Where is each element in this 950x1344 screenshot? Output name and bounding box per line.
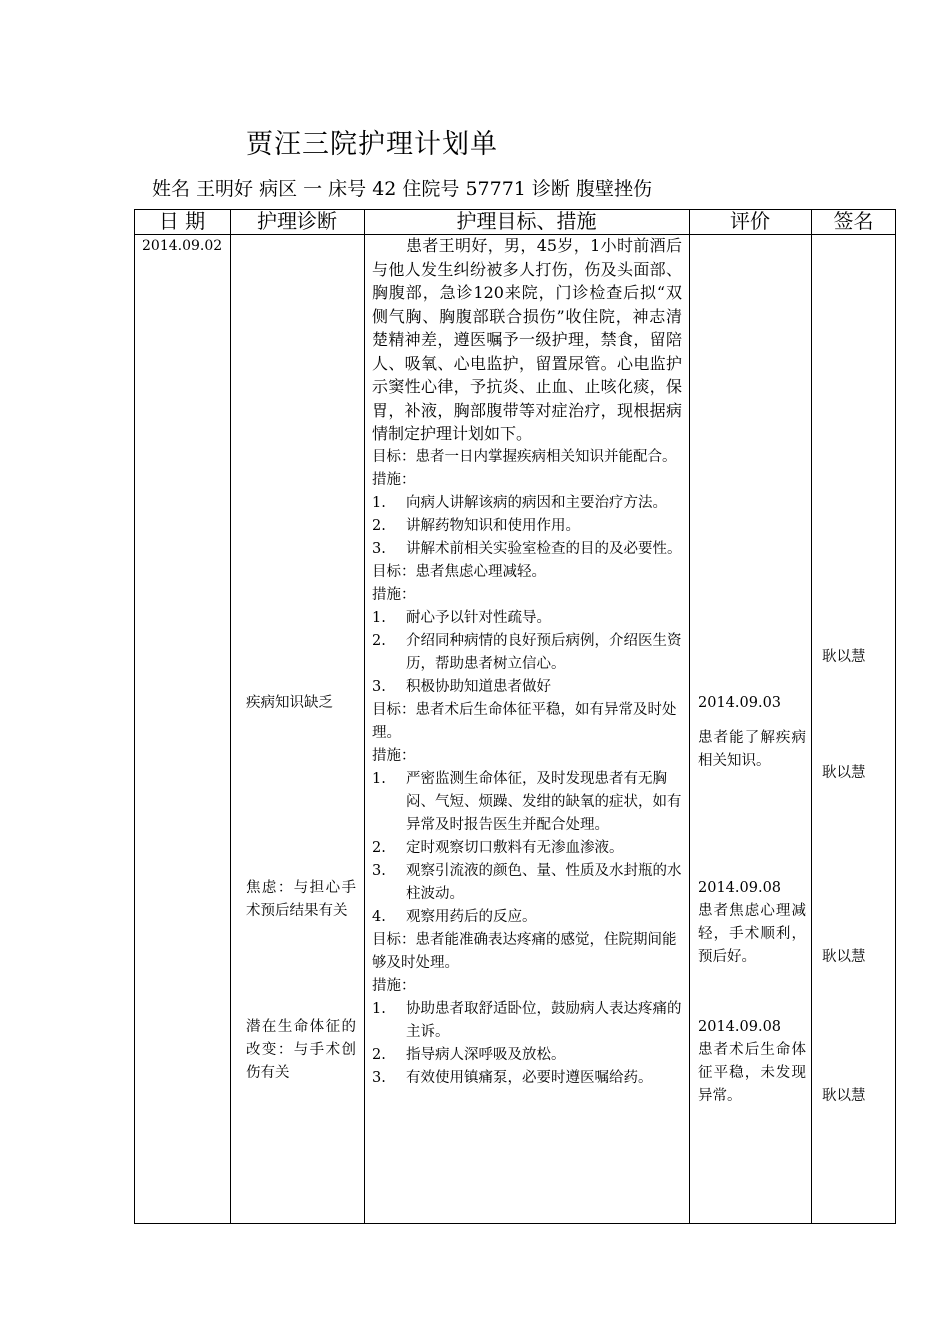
measure-item: 2. 定时观察切口敷料有无渗血渗液。: [372, 839, 624, 856]
plan-goal: 目标：患者术后生命体征平稳，如有异常及时处理。: [372, 701, 677, 741]
evaluation-date: 2014.09.08: [698, 880, 782, 896]
plan-2: [372, 561, 682, 699]
header-date: 日 期: [158, 209, 206, 233]
measure-item: 2. 介绍同种病情的良好预后病例，介绍医生资历，帮助患者树立信心。: [372, 632, 682, 672]
measure-item: 1. 协助患者取舒适卧位，鼓励病人表达疼痛的主诉。: [372, 1000, 682, 1040]
evaluation-text: 患者术后生命体征平稳，未发现异常。: [698, 1042, 806, 1104]
signature: 耿以慧: [822, 949, 866, 965]
measure-item: 2. 讲解药物知识和使用作用。: [372, 517, 580, 534]
plan-goal: 目标：患者能准确表达疼痛的感觉，住院期间能够及时处理。: [372, 931, 677, 971]
evaluation-text: 患者焦虑心理减轻，手术顺利，预后好。: [698, 903, 806, 965]
column-divider: [230, 209, 231, 1224]
plan-goal: 目标：患者焦虑心理减轻。: [372, 563, 546, 580]
column-divider: [689, 209, 690, 1224]
plan-measure-label: 措施：: [372, 747, 416, 764]
diagnosis-anxiety: 焦虑：与担心手术预后结果有关: [246, 880, 356, 919]
page-title: 贾汪三院护理计划单: [246, 129, 498, 160]
signature: 耿以慧: [822, 1088, 866, 1104]
header-goals-measures: 护理目标、措施: [456, 209, 597, 233]
patient-intro-paragraph: 患者王明好，男，45岁，1小时前酒后与他人发生纠纷被多人打伤，伤及头面部、胸腹部，急诊120来院，门诊检查后拟“双侧气胸、胸腹部联合损伤”收住院，神志清楚精神差，遵医嘱予一级护理，禁食，留陪人、吸氧、心电监护，留置尿管。心电监护示窦性心律，予抗炎、止血、止咳化痰，保胃，补液，胸部腹带等对症治疗，现根据病情制定护理计划如下。: [372, 236, 682, 443]
patient-info-line: 姓名 王明好 病区 一 床号 42 住院号 57771 诊断 腹壁挫伤: [152, 178, 652, 200]
evaluation-date: 2014.09.03: [698, 695, 782, 711]
plan-3: [372, 699, 682, 929]
signature: 耿以慧: [822, 649, 866, 665]
plan-1: [372, 446, 682, 561]
evaluation-2: [698, 877, 806, 969]
plan-goal: 目标：患者一日内掌握疾病相关知识并能配合。: [372, 448, 677, 465]
column-divider: [811, 209, 812, 1224]
measure-item: 3. 讲解术前相关实验室检查的目的及必要性。: [372, 540, 682, 557]
column-divider: [364, 209, 365, 1224]
record-date: 2014.09.02: [142, 238, 223, 254]
measure-item: 1. 耐心予以针对性疏导。: [372, 609, 551, 626]
header-diagnosis: 护理诊断: [257, 209, 337, 233]
measure-item: 3. 积极协助知道患者做好: [372, 678, 551, 695]
diagnosis-knowledge-deficit: 疾病知识缺乏: [246, 695, 333, 711]
header-evaluation: 评价: [730, 209, 770, 233]
goals-measures-cell: [372, 234, 682, 1090]
evaluation-1: [698, 692, 806, 773]
measure-item: 2. 指导病人深呼吸及放松。: [372, 1046, 566, 1063]
measure-item: 1. 向病人讲解该病的病因和主要治疗方法。: [372, 494, 667, 511]
measure-item: 3. 有效使用镇痛泵，必要时遵医嘱给药。: [372, 1069, 653, 1086]
signature: 耿以慧: [822, 765, 866, 781]
plan-4: [372, 929, 682, 1090]
header-signature: 签名: [833, 209, 874, 233]
diagnosis-vital-signs: 潜在生命体征的改变：与手术创伤有关: [246, 1019, 356, 1081]
evaluation-text: 患者能了解疾病相关知识。: [698, 730, 806, 769]
plan-measure-label: 措施：: [372, 586, 416, 603]
evaluation-date: 2014.09.08: [698, 1019, 782, 1035]
measure-item: 1. 严密监测生命体征，及时发现患者有无胸闷、气短、烦躁、发绀的缺氧的症状，如有异常及时报告医生并配合处理。: [372, 770, 682, 833]
measure-item: 4. 观察用药后的反应。: [372, 908, 537, 925]
plan-measure-label: 措施：: [372, 977, 416, 994]
evaluation-3: [698, 1016, 806, 1108]
plan-measure-label: 措施：: [372, 471, 416, 488]
measure-item: 3. 观察引流液的颜色、量、性质及水封瓶的水柱波动。: [372, 862, 682, 902]
